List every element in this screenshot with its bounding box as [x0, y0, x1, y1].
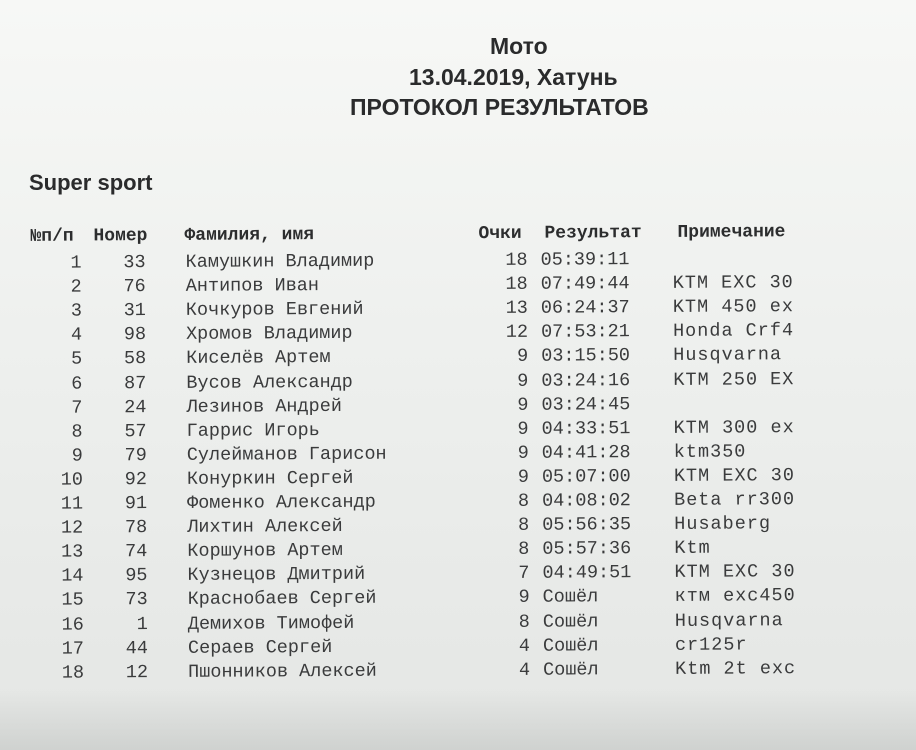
points: 8 — [517, 490, 530, 512]
points: 9 — [518, 587, 530, 609]
row-number: 13 — [61, 541, 84, 563]
racer-number: 98 — [123, 324, 147, 346]
racer-name: Сулейманов Гарисон — [186, 443, 387, 466]
points: 9 — [517, 394, 529, 416]
racer-number: 74 — [125, 541, 148, 563]
result-time: 03:15:50 — [541, 345, 631, 368]
result-time: 05:56:35 — [542, 514, 632, 536]
racer-number: 58 — [123, 348, 147, 370]
racer-name: Антипов Иван — [185, 275, 320, 297]
racer-number: 87 — [124, 372, 147, 394]
note: KTM 450 ex — [672, 296, 794, 319]
note: KTM 250 EX — [673, 368, 795, 391]
note: Ktm 2t exc — [675, 657, 797, 680]
points: 8 — [518, 611, 530, 633]
column-header-points: Очки — [478, 223, 522, 245]
points: 7 — [518, 563, 530, 585]
note: Husqvarna — [674, 609, 784, 632]
racer-number: 57 — [124, 420, 147, 442]
header-date-location: 13.04.2019, Хатунь — [409, 64, 618, 90]
result-time: 07:53:21 — [540, 321, 630, 343]
racer-number: 92 — [124, 469, 147, 491]
racer-number: 12 — [125, 661, 149, 683]
note: Husaberg — [674, 513, 772, 535]
note: ktm350 — [673, 441, 747, 463]
note: KTM EXC 30 — [673, 465, 796, 487]
column-header-number: Номер — [93, 226, 148, 247]
points: 9 — [517, 418, 529, 440]
racer-name: Гаррис Игорь — [186, 419, 320, 442]
result-time: 03:24:45 — [541, 393, 631, 416]
row-number: 1 — [70, 252, 82, 274]
result-time: 06:24:37 — [540, 297, 630, 319]
result-time: 05:57:36 — [542, 538, 632, 560]
row-number: 14 — [61, 565, 84, 587]
racer-number: 79 — [124, 444, 147, 467]
racer-name: Лезинов Андрей — [186, 395, 342, 418]
points: 9 — [517, 466, 529, 488]
points: 8 — [518, 538, 530, 561]
racer-name: Краснобаев Сергей — [187, 588, 377, 611]
table-row — [4, 657, 916, 687]
note: cr125r — [674, 634, 748, 656]
column-header-np: №п/п — [30, 226, 74, 247]
row-number: 6 — [71, 373, 83, 395]
racer-number: 76 — [123, 276, 146, 298]
points: 13 — [505, 297, 528, 320]
racer-number: 95 — [125, 565, 148, 587]
racer-name: Хромов Владимир — [185, 323, 353, 346]
header-protocol-title: ПРОТОКОЛ РЕЗУЛЬТАТОВ — [350, 94, 649, 120]
racer-name: Пшонников Алексей — [188, 660, 377, 683]
racer-name: Фоменко Александр — [187, 491, 376, 514]
row-number: 7 — [71, 397, 83, 419]
racer-name: Киселёв Артем — [186, 347, 331, 370]
points: 9 — [517, 370, 529, 392]
racer-number: 24 — [124, 396, 147, 418]
racer-name: Демихов Тимофей — [187, 612, 355, 635]
row-number: 2 — [70, 276, 82, 298]
racer-name: Сераев Сергей — [187, 636, 333, 659]
row-number: 12 — [60, 517, 84, 539]
racer-number: 73 — [125, 589, 148, 611]
row-number: 18 — [61, 662, 85, 684]
row-number: 5 — [71, 348, 83, 370]
result-time: Сошёл — [542, 610, 599, 633]
result-time: 05:07:00 — [541, 466, 631, 488]
row-number: 16 — [61, 613, 84, 636]
racer-number: 31 — [123, 300, 146, 322]
racer-number: 78 — [124, 517, 148, 539]
section-title: Super sport — [29, 170, 153, 195]
row-number: 9 — [71, 445, 83, 467]
racer-name: Коршунов Артем — [187, 540, 343, 563]
result-time: 04:33:51 — [541, 417, 631, 440]
note: KTM 300 ex — [673, 416, 795, 439]
column-header-note: Примечание — [677, 222, 786, 243]
result-time: 03:24:16 — [541, 369, 631, 392]
note: Ktm — [674, 537, 711, 560]
points: 18 — [505, 249, 528, 271]
note: ктм exc450 — [674, 585, 796, 608]
row-number: 8 — [71, 421, 83, 443]
racer-number: 1 — [136, 613, 148, 635]
row-number: 11 — [60, 493, 84, 515]
result-time: Сошёл — [543, 659, 599, 681]
points: 18 — [505, 273, 528, 296]
note: KTM EXC 30 — [672, 272, 794, 294]
result-time: Сошёл — [542, 634, 599, 657]
racer-number: 91 — [124, 493, 148, 515]
row-number: 4 — [70, 324, 83, 346]
note: KTM EXC 30 — [674, 561, 796, 584]
result-time: Сошёл — [542, 586, 599, 609]
row-number: 17 — [61, 638, 85, 660]
result-time: 04:41:28 — [541, 441, 631, 464]
note: Beta rr300 — [674, 489, 796, 511]
points: 8 — [518, 514, 530, 536]
racer-number: 33 — [123, 252, 146, 274]
racer-name: Вусов Александр — [186, 371, 353, 394]
racer-name: Лихтин Алексей — [187, 516, 343, 538]
racer-name: Конуркин Сергей — [186, 467, 354, 490]
racer-name: Кочкуров Евгений — [185, 298, 364, 322]
note: Husqvarna — [673, 344, 783, 367]
result-time: 05:39:11 — [540, 249, 630, 271]
column-header-result: Результат — [544, 223, 642, 244]
row-number: 3 — [70, 300, 82, 322]
result-time: 04:08:02 — [542, 490, 631, 512]
note: Honda Crf4 — [672, 320, 795, 343]
points: 9 — [517, 346, 529, 368]
column-header-name: Фамилия, имя — [184, 225, 315, 246]
result-time: 04:49:51 — [542, 562, 632, 584]
points: 12 — [505, 322, 529, 344]
result-time: 07:49:44 — [540, 273, 630, 295]
header-title: Мото — [490, 33, 548, 59]
racer-number: 44 — [125, 637, 149, 659]
racer-name: Камушкин Владимир — [185, 250, 375, 273]
points: 4 — [518, 659, 531, 681]
points: 4 — [518, 635, 531, 657]
row-number: 10 — [60, 469, 83, 491]
row-number: 15 — [61, 589, 84, 612]
racer-name: Кузнецов Дмитрий — [187, 564, 366, 587]
points: 9 — [517, 442, 529, 464]
